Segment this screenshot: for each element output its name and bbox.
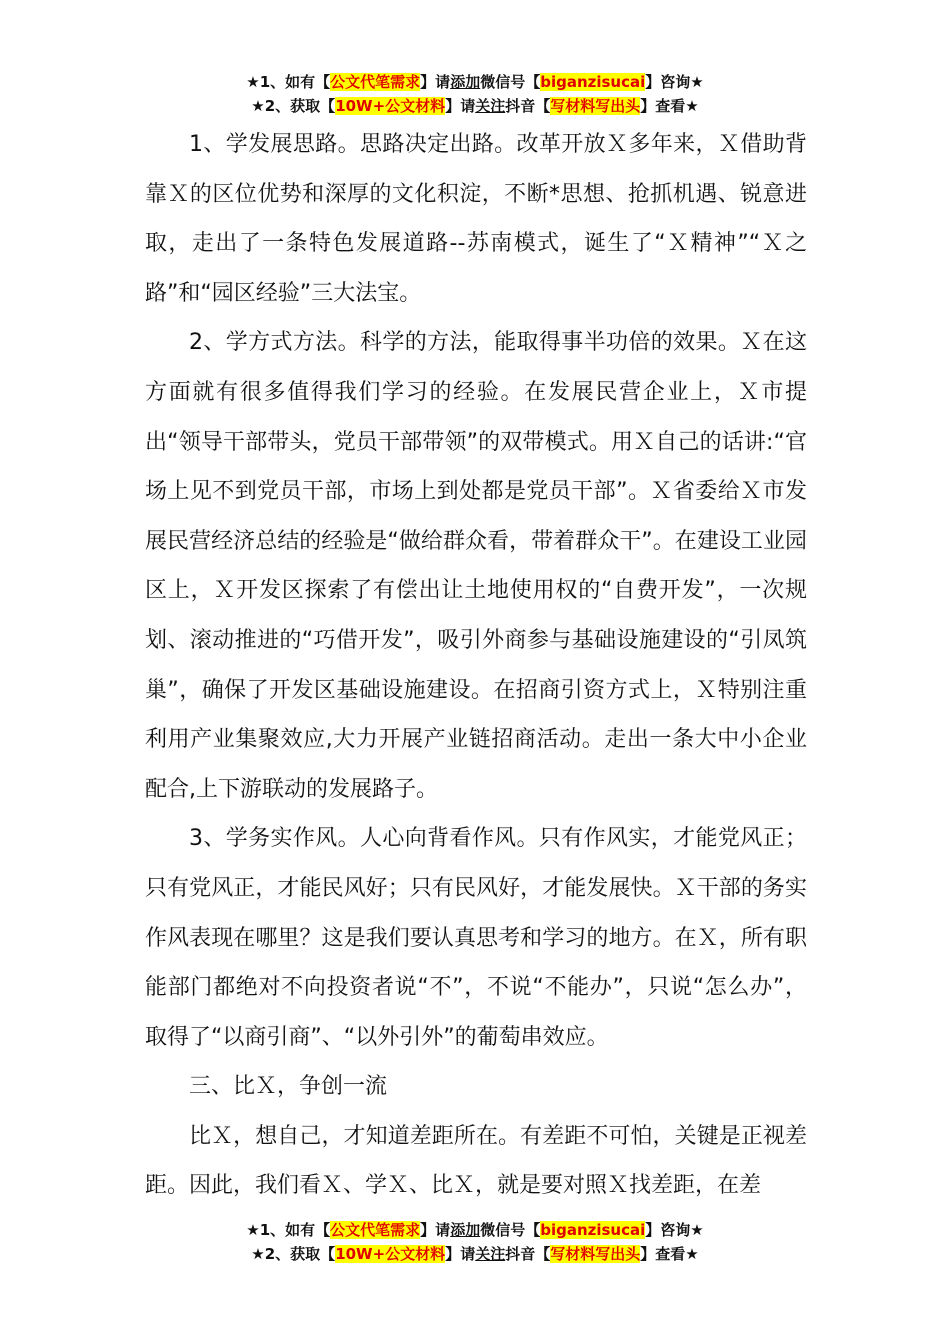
banner-line-2: ★2、获取【10W+公文材料】请关注抖音【写材料写出头】查看★ <box>251 97 699 115</box>
paragraph-4: 比Ｘ，想自己，才知道差距所在。有差距不可怕，关键是正视差距。因此，我们看Ｘ、学Ｘ、比Ｘ，就是要对照Ｘ找差距，在差 <box>145 1123 807 1199</box>
header-banner <box>0 70 950 118</box>
highlight-service: 公文代笔需求 <box>330 73 421 91</box>
banner-line-1: ★1、如有【公文代笔需求】请添加微信号【biganzisucai】咨询★ <box>246 73 704 91</box>
highlight-materials: 10W+公文材料 <box>335 97 446 115</box>
highlight-wechat-id: biganzisucai <box>540 73 646 91</box>
paragraph-3: 3、学务实作风。人心向背看作风。只有作风实，才能党风正；只有党风正，才能民风好；只有民风好，才能发展快。Ｘ干部的务实作风表现在哪里？这是我们要认真思考和学习的地方。在Ｘ，所有职能部门都绝对不向投资者说“不”，不说“不能办”，只说“怎么办”，取得了“以商引商”、“以外引外”的葡萄串效应。 <box>145 826 807 1050</box>
highlight-douyin: 写材料写出头 <box>550 1245 641 1263</box>
paragraph-1: 1、学发展思路。思路决定出路。改革开放Ｘ多年来，Ｘ借助背靠Ｘ的区位优势和深厚的文化积淀，不断*思想、抢抓机遇、锐意进取，走出了一条特色发展道路--苏南模式，诞生了“Ｘ精神”“Ｘ之路”和“园区经验”三大法宝。 <box>145 132 807 306</box>
footer-banner <box>0 1218 950 1266</box>
highlight-wechat-id: biganzisucai <box>540 1221 646 1239</box>
paragraph-2: 2、学方式方法。科学的方法，能取得事半功倍的效果。Ｘ在这方面就有很多值得我们学习的经验。在发展民营企业上，Ｘ市提出“领导干部带头，党员干部带领”的双带模式。用Ｘ自己的话讲:“官场上见不到党员干部，市场上到处都是党员干部”。Ｘ省委给Ｘ市发展民营经济总结的经验是“做给群众看，带着群众干”。在建设工业园区上，Ｘ开发区探索了有偿出让土地使用权的“自费开发”，一次规划、滚动推进的“巧借开发”，吸引外商参与基础设施建设的“引凤筑巢”，确保了开发区基础设施建设。在招商引资方式上，Ｘ特别注重利用产业集聚效应,大力开展产业链招商活动。走出一条大中小企业配合,上下游联动的发展路子。 <box>145 330 807 802</box>
highlight-douyin: 写材料写出头 <box>550 97 641 115</box>
highlight-materials: 10W+公文材料 <box>335 1245 446 1263</box>
document-body <box>145 120 807 1211</box>
banner-line-2: ★2、获取【10W+公文材料】请关注抖音【写材料写出头】查看★ <box>251 1245 699 1263</box>
banner-line-1: ★1、如有【公文代笔需求】请添加微信号【biganzisucai】咨询★ <box>246 1221 704 1239</box>
highlight-service: 公文代笔需求 <box>330 1221 421 1239</box>
section-heading: 三、比Ｘ，争创一流 <box>189 1074 388 1100</box>
